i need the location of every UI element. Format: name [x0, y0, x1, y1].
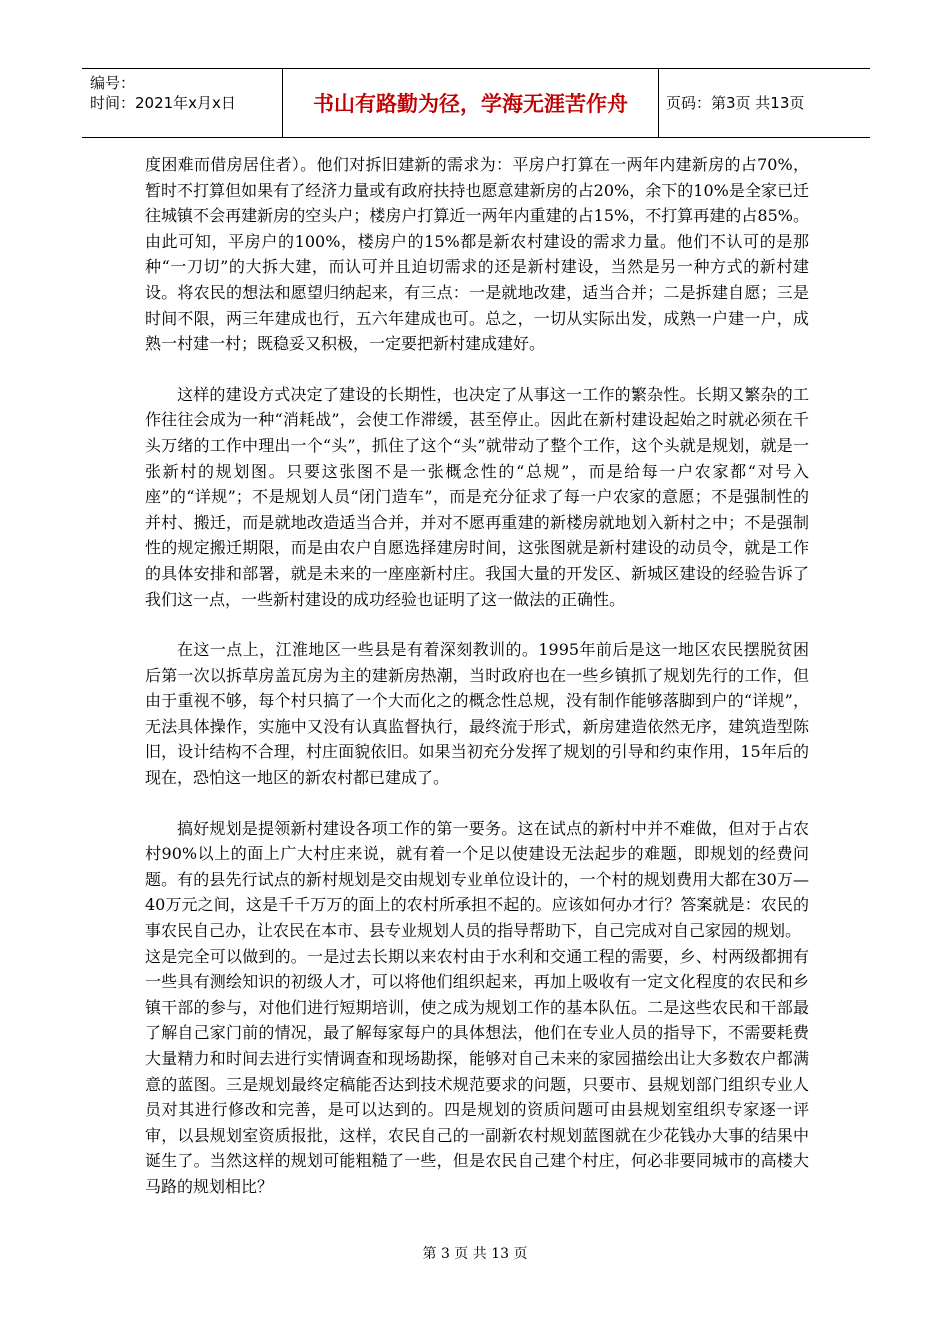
document-number-label: 编号： — [90, 74, 136, 92]
body-paragraph: 这是完全可以做到的。一是过去长期以来农村由于水利和交通工程的需要，乡、村两级都拥有一些具有测绘知识的初级人才，可以将他们组织起来，再加上吸收有一定文化程度的农民和乡镇干部的参与，对他们进行短期培训，使之成为规划工作的基本队伍。二是这些农民和干部最了解自己家门前的情况，最了解每家每户的具体想法，他们在专业人员的指导下，不需要耗费大量精力和时间去进行实情调查和现场勘探，能够对自己未来的家园描绘出让大多数农户都满意的蓝图。三是规划最终定稿能否达到技术规范要求的问题，只要市、县规划部门组织专业人员对其进行修改和完善，是可以达到的。四是规划的资质问题可由县规划室组织专家逐一评审，以县规划室资质报批，这样，农民自己的一副新农村规划蓝图就在少花钱办大事的结果中诞生了。当然这样的规划可能粗糙了一些，但是农民自己建个村庄，何必非要同城市的高楼大马路的规划相比？ — [145, 946, 809, 1196]
document-body — [145, 152, 809, 1200]
page-header — [82, 68, 870, 138]
header-page-info: 页码：第3页 共13页 — [666, 94, 805, 112]
header-divider — [658, 69, 659, 137]
header-meta — [90, 73, 280, 113]
page-footer: 第 3 页 共 13 页 — [422, 1246, 528, 1262]
body-paragraph: 这样的建设方式决定了建设的长期性，也决定了从事这一工作的繁杂性。长期又繁杂的工作往往会成为一种“消耗战”，会使工作滞缓，甚至停止。因此在新村建设起始之时就必须在千头万绪的工作中理出一个“头”，抓住了这个“头”就带动了整个工作，这个头就是规划，就是一张新村的规划图。只要这张图不是一张概念性的“总规”，而是给每一户农家都“对号入座”的“详规”；不是规划人员“闭门造车”，而是充分征求了每一户农家的意愿；不是强制性的并村、搬迁，而是就地改造适当合并，并对不愿再重建的新楼房就地划入新村之中；不是强制性的规定搬迁期限，而是由农户自愿选择建房时间，这张图就是新村建设的动员令，就是工作的具体安排和部署，就是未来的一座座新村庄。我国大量的开发区、新城区建设的经验告诉了我们这一点，一些新村建设的成功经验也证明了这一做法的正确性。 — [145, 384, 809, 609]
body-paragraph: 搞好规划是提领新村建设各项工作的第一要务。这在试点的新村中并不难做，但对于占农村90%以上的面上广大村庄来说，就有着一个足以使建设无法起步的难题，即规划的经费问题。有的县先行试点的新村规划是交由规划专业单位设计的，一个村的规划费用大都在30万—40万元之间，这是千千万万的面上的农村所承担不起的。应该如何办才行？答案就是：农民的事农民自己办，让农民在本市、县专业规划人员的指导帮助下，自己完成对自己家园的规划。 — [145, 818, 809, 941]
body-paragraph: 在这一点上，江淮地区一些县是有着深刻教训的。1995年前后是这一地区农民摆脱贫困后第一次以拆草房盖瓦房为主的建新房热潮，当时政府也在一些乡镇抓了规划先行的工作，但由于重视不够，每个村只搞了一个大而化之的概念性总规，没有制作能够落脚到户的“详规”，无法具体操作，实施中又没有认真监督执行，最终流于形式，新房建造依然无序，建筑造型陈旧，设计结构不合理，村庄面貌依旧。如果当初充分发挥了规划的引导和约束作用，15年后的现在，恐怕这一地区的新农村都已建成了。 — [145, 640, 809, 788]
body-paragraph: 度困难而借房居住者）。他们对拆旧建新的需求为：平房户打算在一两年内建新房的占70%，暂时不打算但如果有了经济力量或有政府扶持也愿意建新房的占20%，余下的10%是全家已迁往城镇不会再建新房的空头户；楼房户打算近一两年内重建的占15%，不打算再建的占85%。由此可知，平房户的100%，楼房户的15%都是新农村建设的需求力量。他们不认可的是那种“一刀切”的大拆大建，而认可并且迫切需求的还是新村建设，当然是另一种方式的新村建设。将农民的想法和愿望归纳起来，有三点：一是就地改建，适当合并；二是拆建自愿；三是时间不限，两三年建成也行，五六年建成也可。总之，一切从实际出发，成熟一户建一户，成熟一村建一村；既稳妥又积极，一定要把新村建成建好。 — [145, 155, 809, 354]
document-time: 时间：2021年x月x日 — [90, 94, 236, 112]
header-motto: 书山有路勤为径，学海无涯苦作舟 — [313, 92, 628, 116]
